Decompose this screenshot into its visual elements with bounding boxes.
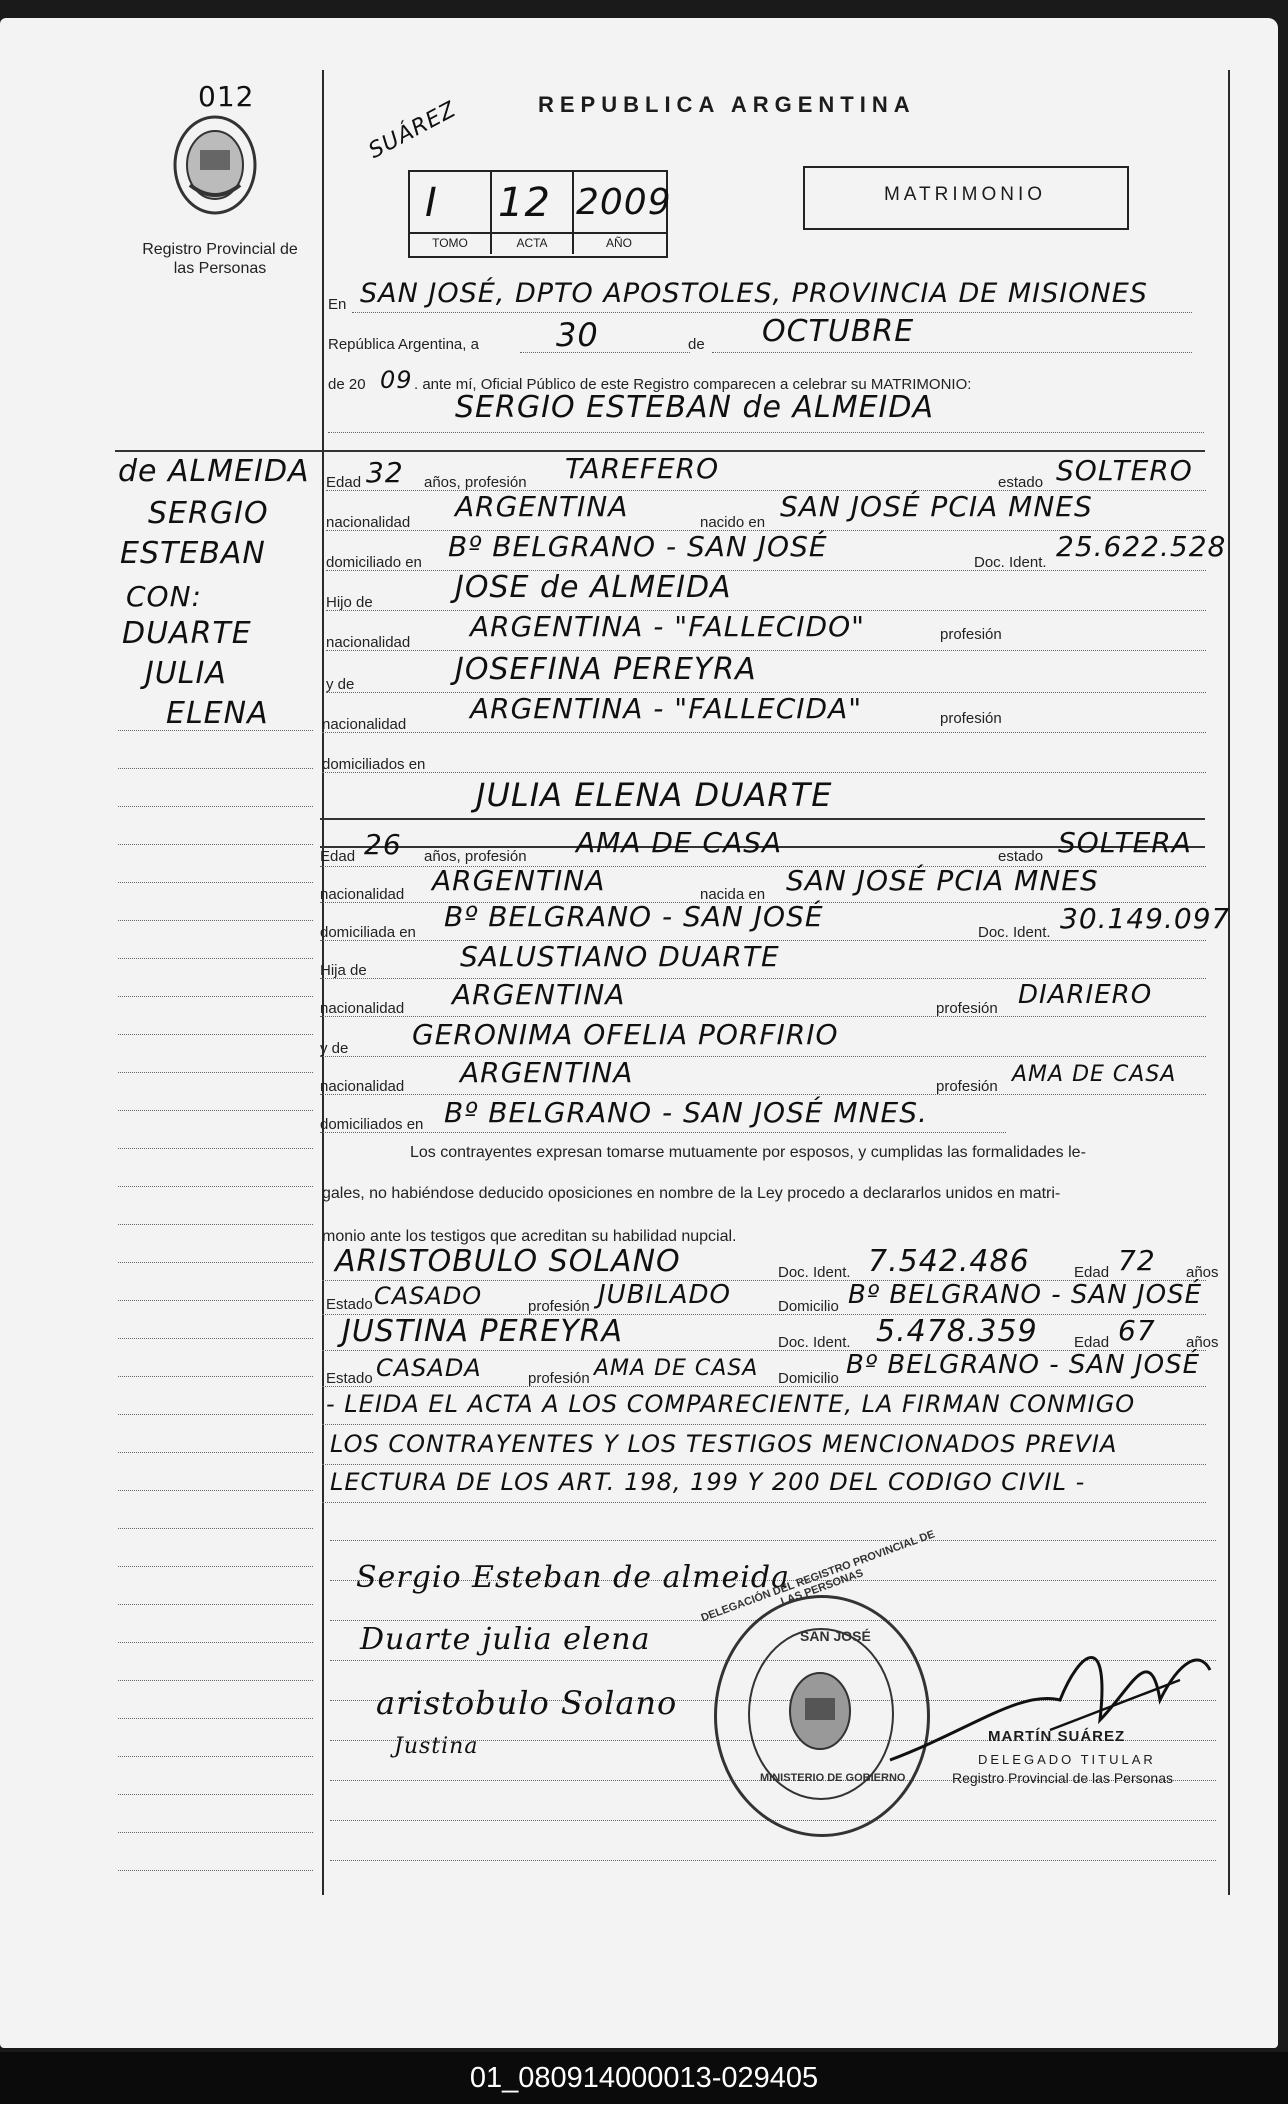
bride-estado-label: estado (998, 848, 1044, 865)
groom-nac-label: nacionalidad (326, 514, 411, 531)
margin-con: CON: (126, 580, 202, 613)
margin-rule (118, 1604, 313, 1605)
margin-rule (118, 1034, 313, 1035)
witness1-profession: JUBILADO (598, 1280, 731, 1310)
margin-rule (118, 768, 313, 769)
groom-mother: JOSEFINA PEREYRA (455, 652, 757, 687)
place: SAN JOSÉ, DPTO APOSTOLES, PROVINCIA DE MISIONES (360, 278, 1148, 309)
groom-signature: Sergio Esteban de almeida (356, 1560, 790, 1595)
margin-rule (118, 1794, 313, 1795)
margin-rule (118, 1414, 313, 1415)
official-org: Registro Provincial de las Personas (952, 1770, 1173, 1786)
bride-address: Bº BELGRANO - SAN JOSÉ (444, 900, 824, 933)
groom-father: JOSE de ALMEIDA (455, 570, 732, 605)
bride-doc: 30.149.097 (1060, 902, 1231, 935)
margin-rule (118, 1642, 313, 1643)
folio-number: 012 (198, 80, 255, 113)
margin-rule (118, 1376, 313, 1377)
bride-dom-label: domiciliada en (320, 924, 416, 941)
declaration-line-3: monio ante los testigos que acreditan su habilidad nupcial. (322, 1228, 737, 1245)
witness2-prof-label: profesión (528, 1370, 590, 1387)
bride-mother-nat: ARGENTINA (460, 1056, 634, 1089)
witness1-address: Bº BELGRANO - SAN JOSÉ (848, 1280, 1202, 1310)
witness2-age: 67 (1118, 1314, 1156, 1347)
margin-name-2: ESTEBAN (120, 536, 266, 571)
groom-address: Bº BELGRANO - SAN JOSÉ (448, 530, 828, 563)
signature-rule (330, 1540, 1216, 1541)
witness1-status: CASADO (374, 1282, 483, 1310)
bride-father: SALUSTIANO DUARTE (460, 940, 780, 973)
bride-father-nat: ARGENTINA (452, 978, 626, 1011)
bride-father-prof: DIARIERO (1018, 980, 1153, 1010)
month: OCTUBRE (762, 314, 915, 349)
registry-name: Registro Provincial de las Personas (142, 241, 298, 277)
witness2-doc: 5.478.359 (876, 1314, 1038, 1349)
margin-rule (118, 1186, 313, 1187)
witness1-doc-label: Doc. Ident. (778, 1264, 851, 1281)
republica-label: República Argentina, a (328, 336, 479, 353)
groom-edad-label: Edad (326, 474, 362, 491)
witness1-prof-label: profesión (528, 1298, 590, 1315)
groom-doc: 25.622.528 (1056, 530, 1227, 563)
tomo-label: TOMO (432, 236, 468, 250)
province-seal-icon (165, 110, 265, 230)
groom-anos-label: años, profesión (424, 474, 527, 491)
bride-nacida-label: nacida en (700, 886, 766, 903)
margin-rule (118, 1870, 313, 1871)
margin-name-1: SERGIO (148, 496, 269, 531)
bride-parents-dom-label: domiciliados en (320, 1116, 424, 1133)
margin-name-3: DUARTE (122, 616, 252, 651)
witness2-edad-label: Edad (1074, 1334, 1110, 1351)
bride-mother-nac-label: nacionalidad (320, 1078, 405, 1095)
groom-mother-nat: ARGENTINA - "FALLECIDA" (470, 692, 863, 725)
witness1-estado-label: Estado (326, 1296, 373, 1313)
witness2-doc-label: Doc. Ident. (778, 1334, 851, 1351)
margin-rule (118, 958, 313, 959)
bride-status: SOLTERA (1058, 826, 1192, 859)
groom-father-nac-label: nacionalidad (326, 634, 411, 651)
bride-anos-label: años, profesión (424, 848, 527, 865)
groom-birthplace: SAN JOSÉ PCIA MNES (780, 490, 1093, 523)
margin-rule (118, 1072, 313, 1073)
declaration-line-1: Los contrayentes expresan tomarse mutuamente por esposos, y cumplidas las formalidades le- (410, 1144, 1086, 1161)
groom-father-prof-label: profesión (940, 626, 1002, 643)
margin-rule (118, 1680, 313, 1681)
margin-rule (118, 1224, 313, 1225)
bride-fullname: JULIA ELENA DUARTE (476, 776, 833, 814)
margin-name-5: ELENA (166, 696, 269, 731)
bride-father-nac-label: nacionalidad (320, 1000, 405, 1017)
witness2-name: JUSTINA PEREYRA (342, 1314, 624, 1349)
stamp-city: SAN JOSÉ (800, 1628, 871, 1644)
margin-divider (322, 70, 324, 1895)
closing-line-1: - LEIDA EL ACTA A LOS COMPARECIENTE, LA FIRMAN CONMIGO (326, 1390, 1136, 1418)
groom-profession: TAREFERO (565, 452, 720, 485)
witness2-address: Bº BELGRANO - SAN JOSÉ (846, 1350, 1200, 1380)
stamp-emblem-icon (785, 1666, 855, 1756)
bride-signature: Duarte julia elena (360, 1622, 651, 1657)
bride-age: 26 (364, 828, 402, 861)
country-title: REPUBLICA ARGENTINA (538, 92, 916, 117)
ano-label: AÑO (605, 236, 632, 250)
groom-mother-nac-label: nacionalidad (322, 716, 407, 733)
closing-line-3: LECTURA DE LOS ART. 198, 199 Y 200 DEL CODIGO CIVIL - (330, 1468, 1086, 1496)
scan-id: 01_080914000013-029405 (469, 2062, 819, 2094)
bride-father-prof-label: profesión (936, 1000, 998, 1017)
margin-rule (118, 996, 313, 997)
margin-rule (118, 1110, 313, 1111)
groom-fullname: SERGIO ESTEBAN de ALMEIDA (455, 390, 935, 425)
acta-label: ACTA (516, 236, 548, 250)
bride-birthplace: SAN JOSÉ PCIA MNES (786, 864, 1099, 897)
right-border (1228, 70, 1230, 1895)
bride-profession: AMA DE CASA (576, 826, 783, 859)
groom-age: 32 (366, 456, 404, 489)
bride-nationality: ARGENTINA (432, 864, 606, 897)
margin-rule (118, 1338, 313, 1339)
witness1-dom-label: Domicilio (778, 1298, 839, 1315)
declaration-line-2: gales, no habiéndose deducido oposiciones en nombre de la Ley procedo a declararlos unidos en matri- (322, 1185, 1061, 1202)
bride-mother-prof: AMA DE CASA (1012, 1062, 1177, 1087)
ano-value: 2009 (576, 182, 672, 223)
scan-id-bar (0, 2052, 1288, 2104)
groom-father-nat: ARGENTINA - "FALLECIDO" (470, 610, 865, 643)
witness2-profession: AMA DE CASA (594, 1356, 759, 1381)
bride-yde-label: y de (320, 1040, 349, 1057)
tomo-value: I (425, 180, 438, 226)
margin-rule (118, 1756, 313, 1757)
margin-rule (118, 882, 313, 883)
witness2-status: CASADA (376, 1354, 482, 1382)
groom-yde-label: y de (326, 676, 355, 693)
stamp-text: DELEGACIÓN DEL REGISTRO PROVINCIAL DE LAS PERSONAS (699, 1528, 937, 1625)
bride-nac-label: nacionalidad (320, 886, 405, 903)
margin-rule (118, 1300, 313, 1301)
margin-rule (118, 1832, 313, 1833)
stamp-ministry: MINISTERIO DE GOBIERNO (760, 1772, 906, 1784)
margin-rule (118, 844, 313, 845)
margin-rule (118, 1148, 313, 1149)
margin-rule (118, 1528, 313, 1529)
year-suffix: 09 (380, 366, 413, 394)
official-title: DELEGADO TITULAR (978, 1752, 1156, 1767)
groom-dom-label: domiciliado en (326, 554, 422, 571)
handwritten-surname: SUÁREZ (364, 97, 461, 164)
acta-value: 12 (498, 180, 551, 226)
margin-rule (118, 730, 313, 731)
appear-text: . ante mí, Oficial Público de este Registro comparecen a celebrar su MATRIMONIO: (414, 376, 972, 393)
witness1-signature: aristobulo Solano (376, 1684, 678, 1722)
bride-doc-label: Doc. Ident. (978, 924, 1051, 941)
witness1-anos-label: años (1186, 1264, 1219, 1281)
groom-nationality: ARGENTINA (455, 490, 629, 523)
bride-parents-address: Bº BELGRANO - SAN JOSÉ MNES. (444, 1096, 928, 1129)
witness2-anos-label: años (1186, 1334, 1219, 1351)
bride-mother-prof-label: profesión (936, 1078, 998, 1095)
margin-rule (118, 920, 313, 921)
de20-label: de 20 (328, 376, 366, 393)
en-label: En (328, 296, 347, 313)
groom-hijo-label: Hijo de (326, 594, 373, 611)
closing-line-2: LOS CONTRAYENTES Y LOS TESTIGOS MENCIONADOS PREVIA (330, 1430, 1118, 1458)
margin-rule (118, 1262, 313, 1263)
act-type: MATRIMONIO (883, 184, 1047, 205)
margin-rule (118, 1490, 313, 1491)
witness2-dom-label: Domicilio (778, 1370, 839, 1387)
margin-name-4: JULIA (145, 656, 227, 691)
margin-rule (118, 1566, 313, 1567)
witness1-age: 72 (1118, 1244, 1156, 1277)
margin-rule (118, 1452, 313, 1453)
margin-rule (118, 1718, 313, 1719)
official-name: MARTÍN SUÁREZ (988, 1728, 1126, 1745)
witness1-name: ARISTOBULO SOLANO (335, 1244, 681, 1279)
signature-rule (330, 1860, 1216, 1861)
bride-hija-label: Hija de (320, 962, 367, 979)
groom-status: SOLTERO (1056, 454, 1193, 487)
bride-edad-label: Edad (320, 848, 356, 865)
groom-nacido-label: nacido en (700, 514, 766, 531)
bride-mother: GERONIMA OFELIA PORFIRIO (412, 1018, 839, 1051)
margin-rule (118, 806, 313, 807)
day: 30 (556, 316, 599, 354)
witness2-signature: Justina (394, 1734, 479, 1759)
witness1-edad-label: Edad (1074, 1264, 1110, 1281)
groom-doc-label: Doc. Ident. (974, 554, 1047, 571)
de-label: de (688, 336, 705, 353)
groom-mother-prof-label: profesión (940, 710, 1002, 727)
witness1-doc: 7.542.486 (868, 1244, 1030, 1279)
margin-surname: de ALMEIDA (118, 454, 310, 489)
groom-parents-dom-label: domiciliados en (322, 756, 426, 773)
groom-estado-label: estado (998, 474, 1044, 491)
witness2-estado-label: Estado (326, 1370, 373, 1387)
